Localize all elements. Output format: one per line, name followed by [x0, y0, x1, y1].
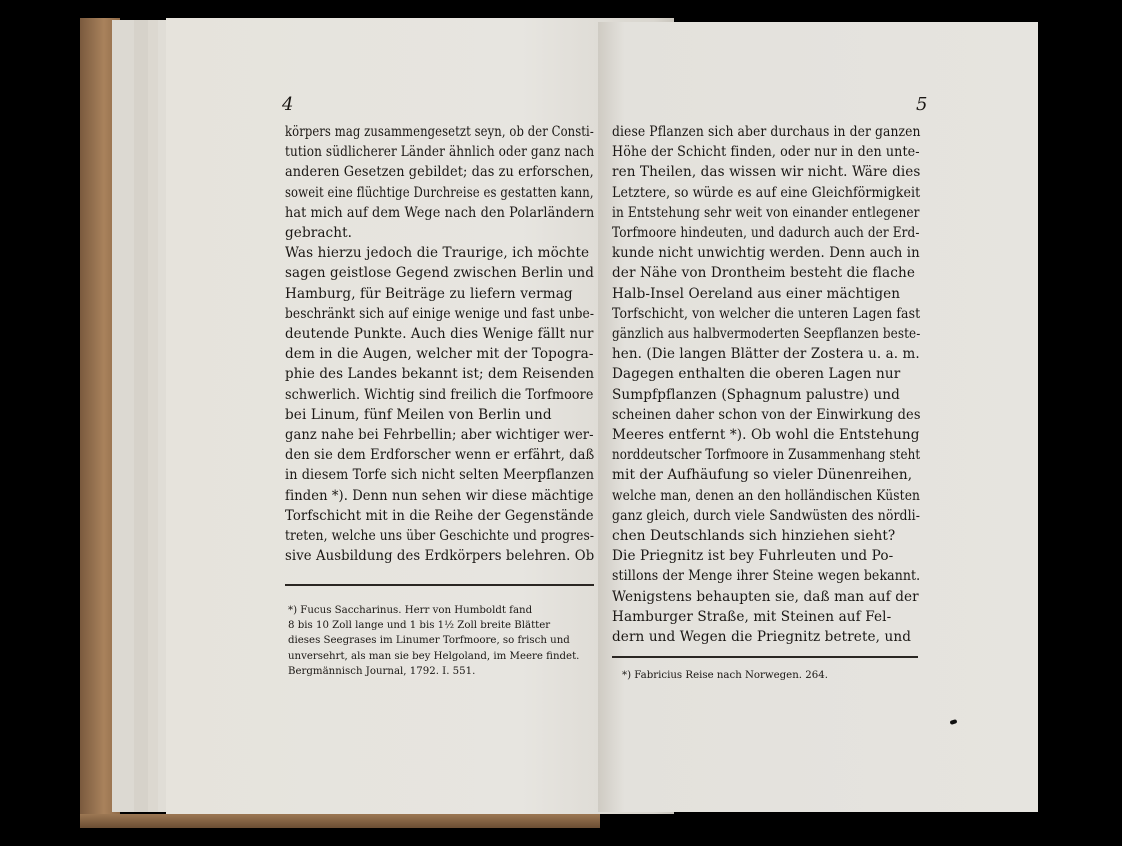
footnote-rule-right	[612, 656, 918, 658]
page-edge	[134, 20, 149, 812]
text-line: Letztere, so würde es auf eine Gleichförmigkeit	[612, 184, 921, 201]
text-line: körpers mag zusammengesetzt seyn, ob der Consti-	[285, 124, 594, 140]
text-line: Torfschicht mit in die Reihe der Gegenstände	[285, 507, 594, 524]
text-line: schwerlich. Wichtig sind freilich die Torfmoore	[285, 386, 594, 403]
footnote-line: dieses Seegrases im Linumer Torfmoore, so frisch und	[288, 635, 570, 647]
page-number-left: 4	[282, 94, 294, 115]
text-line: chen Deutschlands sich hinziehen sieht?	[612, 528, 896, 544]
text-line: Hamburg, für Beiträge zu liefern vermag	[285, 285, 573, 302]
text-line: sive Ausbildung des Erdkörpers belehren. Ob	[285, 548, 595, 565]
text-line: scheinen daher schon von der Einwirkung des	[612, 406, 921, 423]
text-line: soweit eine flüchtige Durchreise es gestatten kann,	[285, 184, 594, 201]
text-line: finden *). Denn nun sehen wir diese mächtige	[285, 487, 594, 504]
text-line: Was hierzu jedoch die Traurige, ich möchte	[285, 245, 590, 262]
text-line: Halb-Insel Oereland aus einer mächtigen	[612, 285, 901, 302]
text-line: Die Priegnitz ist bey Fuhrleuten und Po-	[612, 548, 894, 565]
text-line: bei Linum, fünf Meilen von Berlin und	[285, 406, 552, 423]
text-line: hen. (Die langen Blätter der Zostera u. a. m.	[612, 346, 920, 363]
text-line: phie des Landes bekannt ist; dem Reisenden	[285, 366, 595, 383]
footnote-line: *) Fucus Saccharinus. Herr von Humboldt fand	[288, 605, 533, 616]
footnote-line: unversehrt, als man sie bey Helgoland, im Meere findet.	[288, 650, 580, 662]
text-line: deutende Punkte. Auch dies Wenige fällt nur	[285, 326, 594, 342]
text-line: ren Theilen, das wissen wir nicht. Wäre dies	[612, 164, 921, 181]
page-edge	[112, 20, 135, 812]
footnote-line: Bergmännisch Journal, 1792. I. 551.	[288, 665, 476, 677]
text-line: in Entstehung sehr weit von einander entlegener	[612, 204, 920, 221]
text-line: diese Pflanzen sich aber durchaus in der ganzen	[612, 124, 921, 140]
text-line: Torfmoore hindeuten, und dadurch auch der Erd-	[612, 225, 920, 241]
text-line: in diesem Torfe sich nicht selten Meerpflanzen	[285, 467, 595, 484]
text-line: gebracht.	[285, 225, 353, 241]
text-line: Torfschicht, von welcher die unteren Lagen fast	[612, 305, 921, 322]
text-line: gänzlich aus halbvermoderten Seepflanzen beste-	[612, 326, 921, 342]
text-line: treten, welche uns über Geschichte und progres-	[285, 528, 595, 544]
text-line: Meeres entfernt *). Ob wohl die Entstehung	[612, 427, 920, 443]
text-line: anderen Gesetzen gebildet; das zu erforschen,	[285, 164, 594, 181]
text-line: beschränkt sich auf einige wenige und fast unbe-	[285, 305, 595, 322]
text-line: der Nähe von Drontheim besteht die flache	[612, 265, 915, 282]
text-line: den sie dem Erdforscher wenn er erfährt, daß	[285, 447, 595, 464]
text-line: Dagegen enthalten die oberen Lagen nur	[612, 366, 901, 383]
text-line: Wenigstens behaupten sie, daß man auf der	[612, 588, 919, 605]
text-line: ganz nahe bei Fehrbellin; aber wichtiger wer-	[285, 427, 594, 443]
text-line: kunde nicht unwichtig werden. Denn auch in	[612, 245, 920, 262]
text-line: ganz gleich, durch viele Sandwüsten des nördli-	[612, 507, 921, 524]
text-line: Hamburger Straße, mit Steinen auf Fel-	[612, 608, 892, 625]
text-line: dern und Wegen die Priegnitz betrete, und	[612, 629, 911, 645]
text-line: norddeutscher Torfmoore in Zusammenhang steht	[612, 447, 921, 464]
text-line: Höhe der Schicht finden, oder nur in den unte-	[612, 144, 920, 161]
book-cover-bottom-edge	[80, 814, 600, 828]
text-line: hat mich auf dem Wege nach den Polarländern	[285, 204, 595, 221]
text-line: dem in die Augen, welcher mit der Topogra-	[285, 346, 594, 363]
text-line: stillons der Menge ihrer Steine wegen bekannt.	[612, 568, 921, 585]
text-line: tution südlicherer Länder ähnlich oder ganz nach	[285, 144, 595, 161]
footnote-line: 8 bis 10 Zoll lange und 1 bis 1½ Zoll breite Blätter	[288, 620, 551, 632]
text-line: Sumpfpflanzen (Sphagnum palustre) und	[612, 386, 900, 403]
text-line: mit der Aufhäufung so vieler Dünenreihen,	[612, 467, 913, 484]
text-line: welche man, denen an den holländischen Küsten	[612, 487, 921, 504]
text-line: sagen geistlose Gegend zwischen Berlin und	[285, 265, 594, 282]
footnote-rule-left	[285, 584, 594, 586]
footnote-line: *) Fabricius Reise nach Norwegen. 264.	[622, 670, 828, 681]
page-number-right: 5	[916, 94, 928, 115]
